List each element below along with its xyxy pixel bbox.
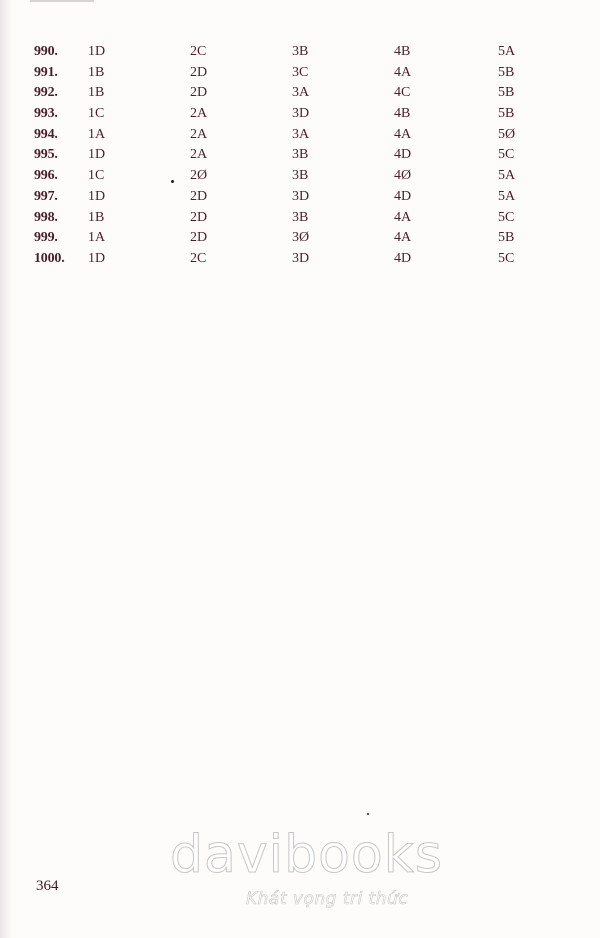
answer-4: 4B xyxy=(394,106,411,122)
answer-4: 4C xyxy=(394,85,411,101)
top-border-mark xyxy=(30,0,94,2)
answer-1: 1A xyxy=(88,230,106,246)
answer-2: 2Ø xyxy=(190,168,208,184)
answer-3: 3D xyxy=(292,106,310,122)
answer-3: 3B xyxy=(292,44,309,59)
answer-1: 1A xyxy=(88,126,106,142)
answer-3: 3C xyxy=(292,64,309,80)
answer-4: 4Ø xyxy=(394,168,412,184)
answer-5: 5B xyxy=(498,230,515,246)
answer-5: 5C xyxy=(498,250,515,266)
answer-4: 4D xyxy=(394,188,412,204)
answer-5: 5A xyxy=(498,168,516,184)
answer-4: 4D xyxy=(394,250,412,266)
answer-2: 2C xyxy=(190,250,207,266)
answer-4: 4A xyxy=(394,209,412,225)
answer-2: 2D xyxy=(190,85,208,101)
question-number: 994. xyxy=(34,126,58,142)
question-number: 993. xyxy=(34,106,58,122)
answer-3: 3B xyxy=(292,147,309,163)
question-number: 998. xyxy=(34,209,58,225)
answer-5: 5B xyxy=(498,64,515,80)
answer-4: 4A xyxy=(394,64,412,80)
answer-1: 1D xyxy=(88,250,106,266)
answer-3: 3B xyxy=(292,209,309,225)
watermark-slogan: Khát vọng tri thức xyxy=(246,889,409,909)
question-number: 991. xyxy=(34,64,58,80)
answer-1: 1B xyxy=(88,209,105,225)
answer-1: 1D xyxy=(88,188,106,204)
answer-4: 4A xyxy=(394,230,412,246)
watermark-brand: davibooks xyxy=(170,825,443,885)
answer-1: 1D xyxy=(88,147,106,163)
page-number: 364 xyxy=(36,878,59,894)
watermark xyxy=(170,820,460,920)
answer-5: 5B xyxy=(498,85,515,101)
answer-1: 1C xyxy=(88,106,105,122)
answer-1: 1B xyxy=(88,64,105,80)
answer-3: 3D xyxy=(292,188,310,204)
answer-3: 3B xyxy=(292,168,309,184)
question-number: 999. xyxy=(34,230,58,246)
question-number: 990. xyxy=(34,44,58,59)
page-edge-shadow xyxy=(0,0,12,938)
answer-2: 2D xyxy=(190,230,208,246)
answer-2: 2C xyxy=(190,44,207,59)
answer-1: 1D xyxy=(88,44,106,59)
answer-4: 4B xyxy=(394,44,411,59)
stray-dot xyxy=(367,813,369,815)
answer-3: 3A xyxy=(292,85,310,101)
answer-1: 1B xyxy=(88,85,105,101)
answer-3: 3A xyxy=(292,126,310,142)
answer-5: 5C xyxy=(498,209,515,225)
question-number: 997. xyxy=(34,188,58,204)
answer-5: 5C xyxy=(498,147,515,163)
question-number: 995. xyxy=(34,147,58,163)
answer-2: 2A xyxy=(190,126,208,142)
answer-5: 5Ø xyxy=(498,126,516,142)
answer-5: 5B xyxy=(498,106,515,122)
answer-2: 2D xyxy=(190,64,208,80)
answer-4: 4D xyxy=(394,147,412,163)
answer-2: 2D xyxy=(190,188,208,204)
answer-2: 2A xyxy=(190,147,208,163)
answer-3: 3D xyxy=(292,250,310,266)
answer-4: 4A xyxy=(394,126,412,142)
answer-2: 2D xyxy=(190,209,208,225)
answer-5: 5A xyxy=(498,188,516,204)
question-number: 1000. xyxy=(34,250,65,266)
answer-3: 3Ø xyxy=(292,230,310,246)
question-number: 996. xyxy=(34,168,58,184)
answer-1: 1C xyxy=(88,168,105,184)
answer-5: 5A xyxy=(498,44,516,59)
answer-2: 2A xyxy=(190,106,208,122)
question-number: 992. xyxy=(34,85,58,101)
stray-dot xyxy=(171,180,174,183)
